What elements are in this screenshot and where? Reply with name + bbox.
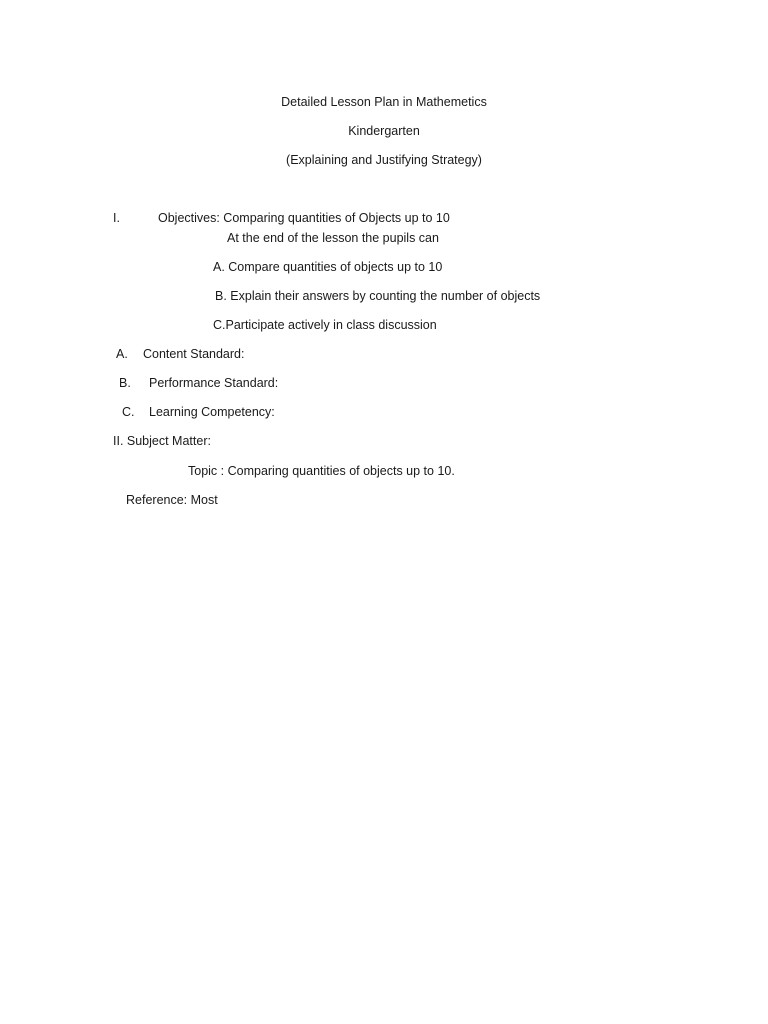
subject-matter-heading: II. Subject Matter: [113, 434, 211, 448]
objectives-numeral: I. [113, 211, 120, 225]
document-title: Detailed Lesson Plan in Mathemetics [281, 95, 487, 109]
grade-level: Kindergarten [348, 124, 420, 138]
performance-standard-letter: B. [119, 376, 131, 390]
topic-line: Topic : Comparing quantities of objects up to 10. [188, 464, 455, 478]
objective-item-b: B. Explain their answers by counting the number of objects [215, 289, 541, 303]
objectives-heading: Objectives: Comparing quantities of Objects up to 10 [158, 211, 450, 225]
learning-competency-label: Learning Competency: [149, 405, 275, 419]
objectives-intro: At the end of the lesson the pupils can [227, 231, 439, 245]
content-standard-label: Content Standard: [143, 347, 245, 361]
strategy-subtitle: (Explaining and Justifying Strategy) [286, 153, 482, 167]
learning-competency-letter: C. [122, 405, 135, 419]
performance-standard-label: Performance Standard: [149, 376, 279, 390]
objective-item-a: A. Compare quantities of objects up to 10 [213, 260, 443, 274]
objective-item-c: C.Participate actively in class discussion [213, 318, 437, 332]
reference-line: Reference: Most [126, 493, 218, 507]
content-standard-letter: A. [116, 347, 128, 361]
